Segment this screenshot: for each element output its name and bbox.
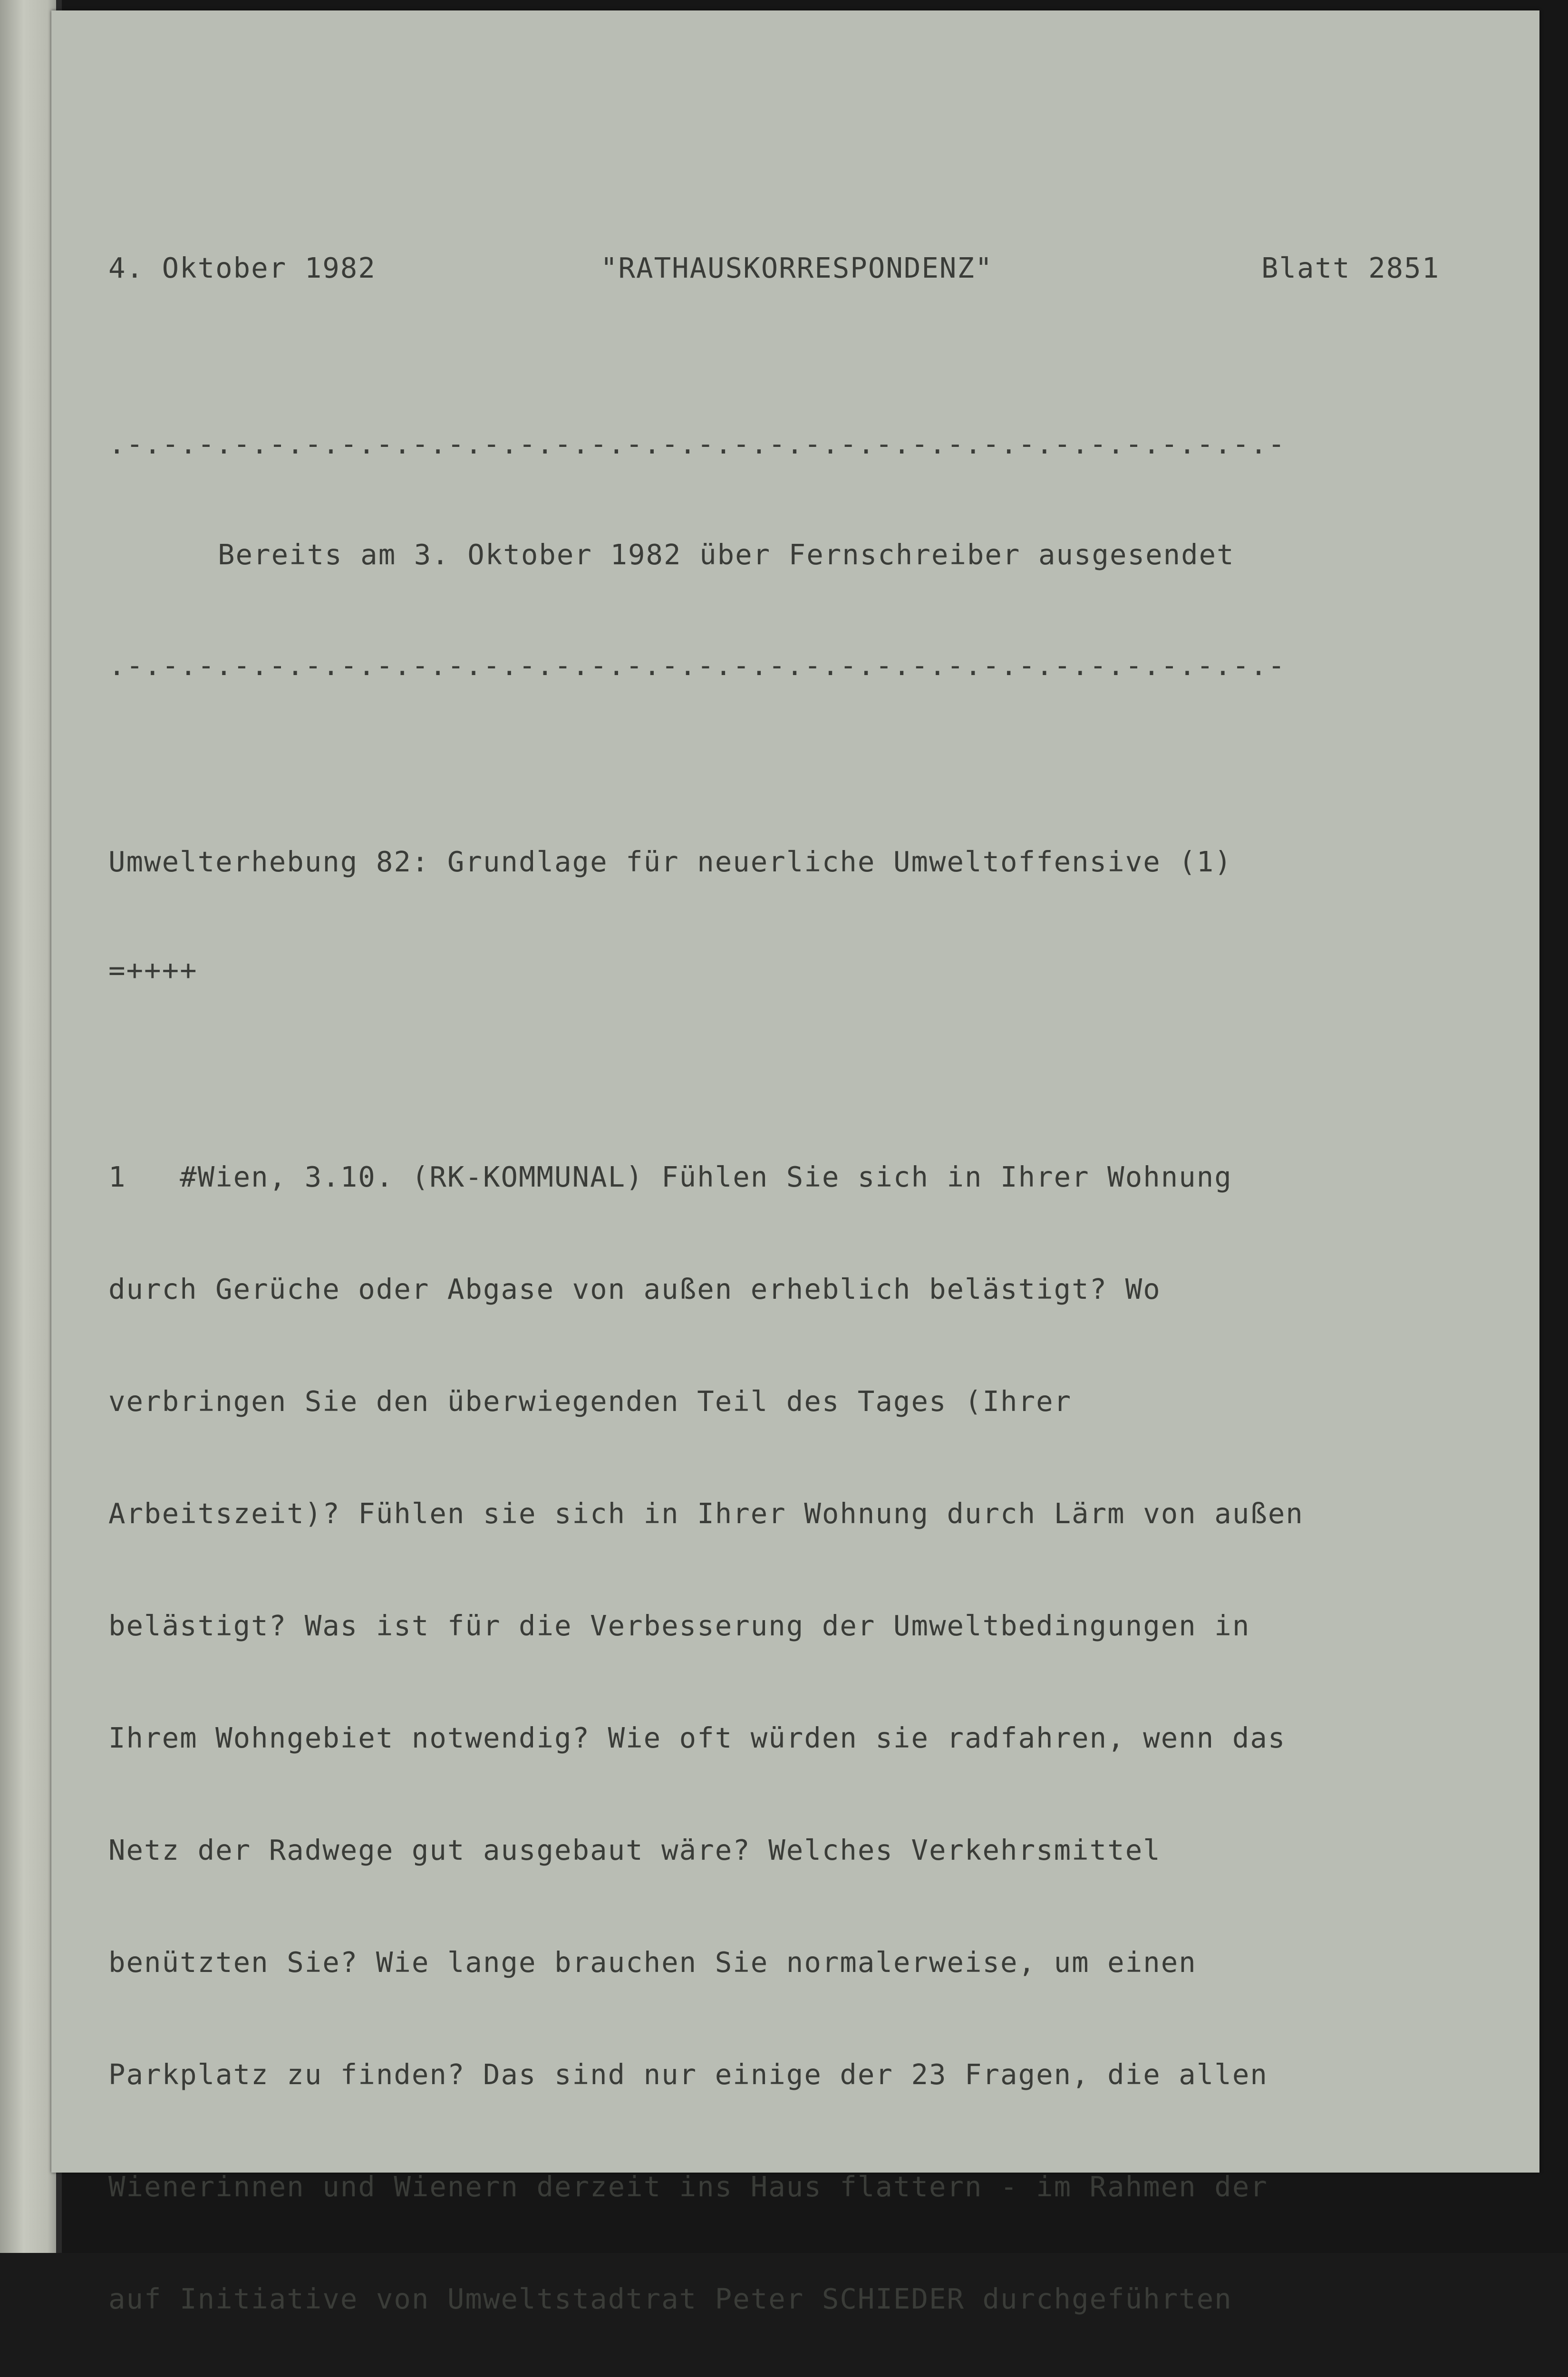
text-line: 1 #Wien, 3.10. (RK-KOMMUNAL) Fühlen Sie sich in Ihrer Wohnung xyxy=(108,1160,1232,1193)
text-line: durch Gerüche oder Abgase von außen erheblich belästigt? Wo xyxy=(108,1273,1161,1305)
typewritten-page xyxy=(51,10,1539,2315)
text-line: Parkplatz zu finden? Das sind nur einige der 23 Fragen, die allen xyxy=(108,2058,1268,2091)
article-headline: Umwelterhebung 82: Grundlage für neuerliche Umweltoffensive (1) xyxy=(108,845,1232,878)
text-line: Arbeitszeit)? Fühlen sie sich in Ihrer Wohnung durch Lärm von außen xyxy=(108,1497,1304,1530)
separator-top: .-.-.-.-.-.-.-.-.-.-.-.-.-.-.-.-.-.-.-.-.-.-.-.-.-.-.-.-.-.-.-.-.- xyxy=(108,427,1286,460)
header-page-number: Blatt 2851 xyxy=(1261,251,1440,284)
text-line: Ihrem Wohngebiet notwendig? Wie oft würden sie radfahren, wenn das xyxy=(108,1721,1286,1754)
paragraph-1 xyxy=(108,1088,1473,2377)
page-content xyxy=(108,153,1473,2377)
header-date: 4. Oktober 1982 xyxy=(108,251,376,284)
separator-bottom: .-.-.-.-.-.-.-.-.-.-.-.-.-.-.-.-.-.-.-.-.-.-.-.-.-.-.-.-.-.-.-.-.- xyxy=(108,649,1286,682)
text-line: benützten Sie? Wie lange brauchen Sie normalerweise, um einen xyxy=(108,1946,1197,1979)
article-marker: =++++ xyxy=(108,954,198,986)
transmission-note: Bereits am 3. Oktober 1982 über Fernschreiber ausgesendet xyxy=(218,538,1235,571)
text-line: belästigt? Was ist für die Verbesserung der Umweltbedingungen in xyxy=(108,1609,1250,1642)
page-header xyxy=(108,251,1473,294)
text-line: auf Initiative von Umweltstadtrat Peter SCHIEDER durchgeführten xyxy=(108,2282,1232,2315)
header-publication: "RATHAUSKORRESPONDENZ" xyxy=(600,251,993,284)
text-line: Wienerinnen und Wienern derzeit ins Haus flattern - im Rahmen der xyxy=(108,2170,1268,2203)
previous-page-edge xyxy=(0,0,59,2253)
text-line: Netz der Radwege gut ausgebaut wäre? Welches Verkehrsmittel xyxy=(108,1834,1161,1866)
text-line: verbringen Sie den überwiegenden Teil des Tages (Ihrer xyxy=(108,1385,1072,1418)
